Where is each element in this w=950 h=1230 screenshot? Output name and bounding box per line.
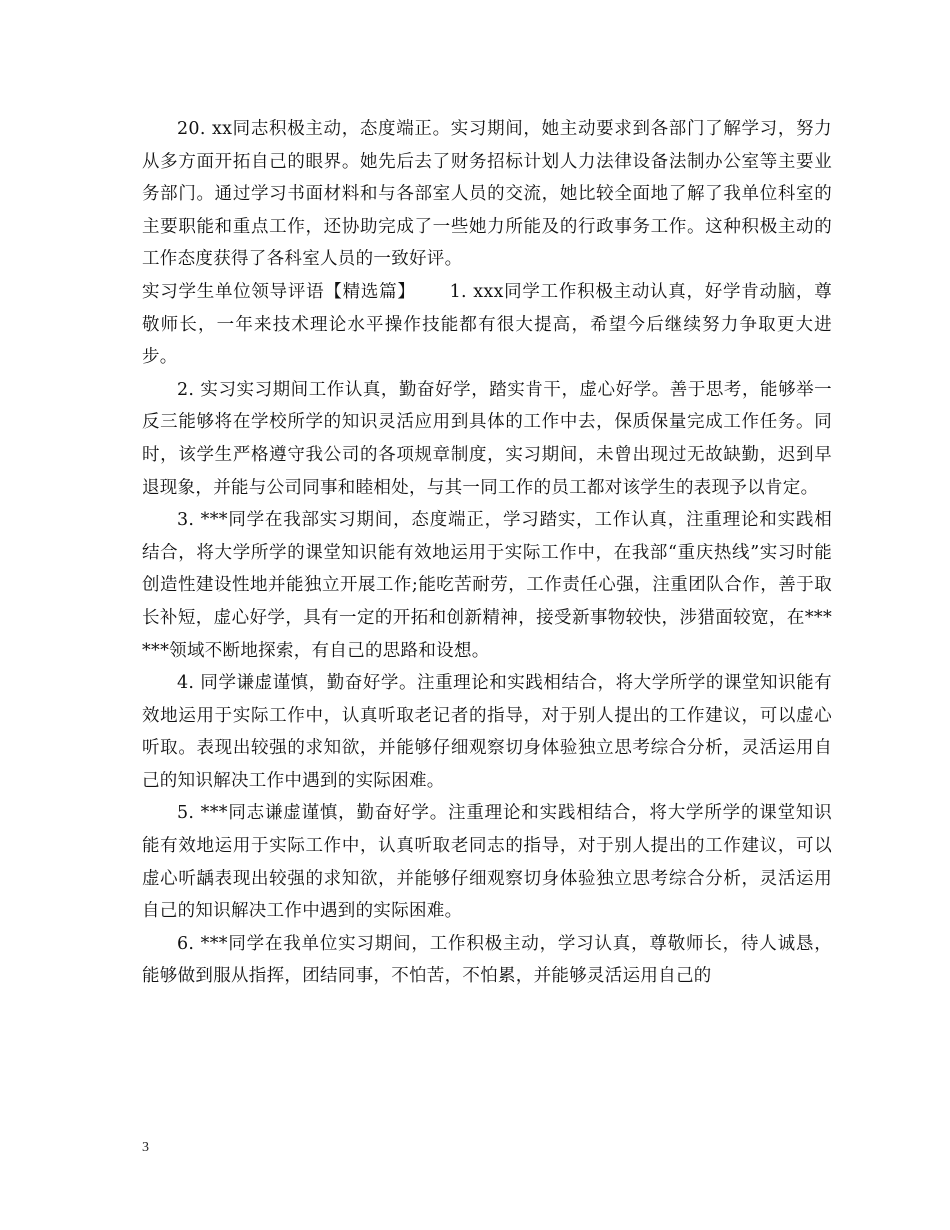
page-number: 3 bbox=[142, 1140, 149, 1155]
section-heading-paragraph-1: 实习学生单位领导评语【精选篇】 1. xxx同学工作积极主动认真，好学肯动脑，尊敬师长，一年来技术理论水平操作技能都有很大提高，希望今后继续努力争取更大进步。 bbox=[142, 281, 832, 368]
paragraph-4: 4. 同学谦虚谨慎，勤奋好学。注重理论和实践相结合，将大学所学的课堂知识能有效地运用于实际工作中，认真听取老记者的指导，对于别人提出的工作建议，可以虚心听取。表现出较强的求知欲，并能够仔细观察切身体验独立思考综合分析，灵活运用自己的知识解决工作中遇到的实际困难。 bbox=[142, 673, 832, 791]
paragraph-20: 20. xx同志积极主动，态度端正。实习期间，她主动要求到各部门了解学习，努力从多方面开拓自己的眼界。她先后去了财务招标计划人力法律设备法制办公室等主要业务部门。通过学习书面材料和与各部室人员的交流，她比较全面地了解了我单位科室的主要职能和重点工作，还协助完成了一些她力所能及的行政事务工作。这种积极主动的工作态度获得了各科室人员的一致好评。 bbox=[142, 119, 832, 270]
paragraph-6: 6. ***同学在我单位实习期间，工作积极主动，学习认真，尊敬师长，待人诚恳，能够做到服从指挥，团结同事，不怕苦，不怕累，并能够灵活运用自己的 bbox=[142, 933, 832, 987]
paragraph-5: 5. ***同志谦虚谨慎，勤奋好学。注重理论和实践相结合，将大学所学的课堂知识能有效地运用于实际工作中，认真听取老同志的指导，对于别人提出的工作建议，可以虚心听龋表现出较强的求知欲，并能够仔细观察切身体验独立思考综合分析，灵活运用自己的知识解决工作中遇到的实际困难。 bbox=[142, 803, 832, 922]
paragraph-3: 3. ***同学在我部实习期间，态度端正，学习踏实，工作认真，注重理论和实践相结合，将大学所学的课堂知识能有效地运用于实际工作中，在我部“重庆热线”实习时能创造性建设性地并能独立开展工作;能吃苦耐劳，工作责任心强，注重团队合作，善于取长补短，虚心好学，具有一定的开拓和创新精神，接受新事物较快，涉猎面较宽，在******领域不断地探索，有自己的思路和设想。 bbox=[142, 510, 832, 661]
document-body bbox=[142, 113, 832, 993]
paragraph-2: 2. 实习实习期间工作认真，勤奋好学，踏实肯干，虚心好学。善于思考，能够举一反三能够将在学校所学的知识灵活应用到具体的工作中去，保质保量完成工作任务。同时，该学生严格遵守我公司的各项规章制度，实习期间，未曾出现过无故缺勤，迟到早退现象，并能与公司同事和睦相处，与其一同工作的员工都对该学生的表现予以肯定。 bbox=[142, 379, 832, 498]
